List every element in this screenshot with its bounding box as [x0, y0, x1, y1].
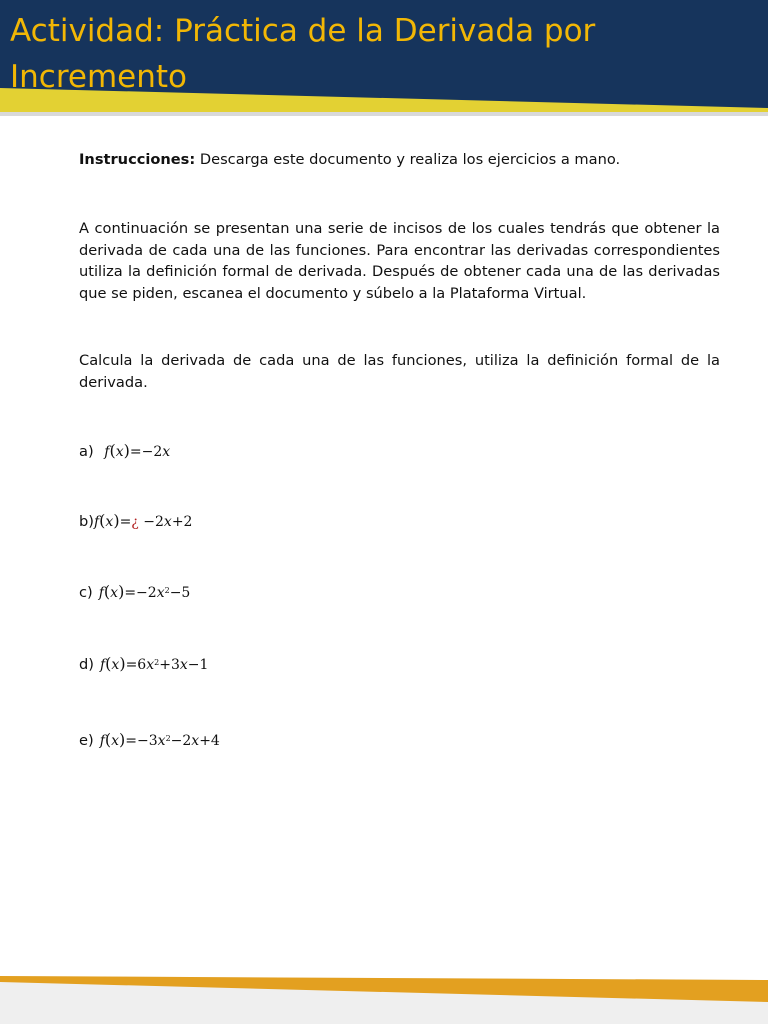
exercise-label: b) — [79, 513, 94, 530]
exercise-formula: f(x)=−2x — [104, 441, 171, 460]
exercise-formula: $f(x)=-2x^2-5$ — [98, 582, 191, 601]
exercise-a — [79, 440, 720, 464]
page-footer — [0, 968, 768, 1024]
page-title: Actividad: Práctica de la Derivada por Incremento — [10, 13, 596, 95]
exercise-label: e) — [79, 732, 94, 749]
instructions-label: Instrucciones: — [79, 151, 196, 168]
exercise-label: c) — [79, 584, 93, 601]
exercise-formula: $f(x)=-3x^2-2x+4$ — [99, 730, 220, 749]
exercise-label: d) — [79, 656, 94, 673]
task-paragraph: Calcula la derivada de cada una de las funciones, utiliza la definición formal de la derivada. — [79, 352, 720, 391]
exercise-label: a) — [79, 443, 94, 460]
page-header — [0, 0, 768, 116]
intro-paragraph: A continuación se presentan una serie de incisos de los cuales tendrás que obtener la derivada de cada una de las funciones. Para encontrar las derivadas correspondientes utiliza la definición formal de derivada. Después de obtener cada una de las derivadas que se piden, escanea el documento y súbelo a la Plataforma Virtual. — [79, 220, 720, 302]
footer-banner — [0, 968, 768, 1024]
instructions-line — [79, 149, 720, 171]
exercise-d — [79, 653, 720, 678]
exercise-formula: f(x)=¿ −2x+2 — [93, 511, 193, 530]
exercise-e — [79, 729, 720, 754]
exercise-b — [79, 510, 720, 534]
instructions-text: Descarga este documento y realiza los ejercicios a mano. — [199, 151, 621, 168]
exercise-formula: $f(x)=6x^2+3x-1$ — [99, 654, 209, 673]
exercise-c — [79, 581, 720, 606]
